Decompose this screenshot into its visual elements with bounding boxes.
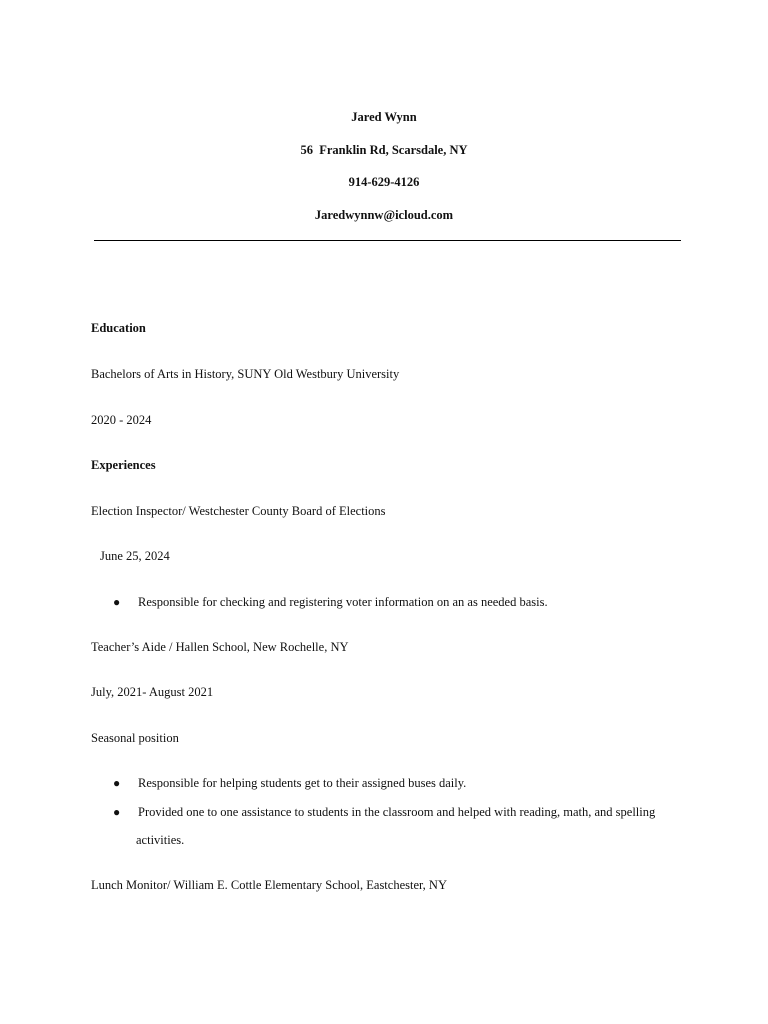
job-title: Lunch Monitor/ William E. Cottle Elementary School, Eastchester, NY: [91, 878, 447, 892]
resume-address: 56 Franklin Rd, Scarsdale, NY: [300, 143, 468, 157]
job-bullet: Responsible for helping students get to their assigned buses daily.: [138, 776, 467, 790]
experiences-heading: Experiences: [91, 458, 156, 472]
job-title: Teacher’s Aide / Hallen School, New Rochelle, NY: [91, 640, 349, 654]
job-bullet-continuation: activities.: [136, 833, 185, 847]
job-bullet: Responsible for checking and registering voter information on an as needed basis.: [138, 595, 548, 609]
resume-email: Jaredwynnw@icloud.com: [314, 208, 454, 222]
job-bullet: Provided one to one assistance to students in the classroom and helped with reading, math, and spelling: [138, 805, 656, 819]
bullet-icon: ●: [113, 776, 121, 790]
education-heading: Education: [91, 321, 146, 335]
education-degree: Bachelors of Arts in History, SUNY Old Westbury University: [91, 367, 400, 381]
bullet-icon: ●: [113, 595, 121, 609]
bullet-icon: ●: [113, 805, 121, 819]
job-title: Election Inspector/ Westchester County Board of Elections: [91, 504, 386, 518]
job-date: June 25, 2024: [100, 549, 170, 563]
header-divider: [94, 240, 681, 241]
resume-phone: 914-629-4126: [348, 175, 420, 189]
resume-name: Jared Wynn: [351, 110, 417, 124]
education-dates: 2020 - 2024: [91, 413, 152, 427]
job-date: July, 2021- August 2021: [91, 685, 214, 699]
job-note: Seasonal position: [91, 731, 179, 745]
